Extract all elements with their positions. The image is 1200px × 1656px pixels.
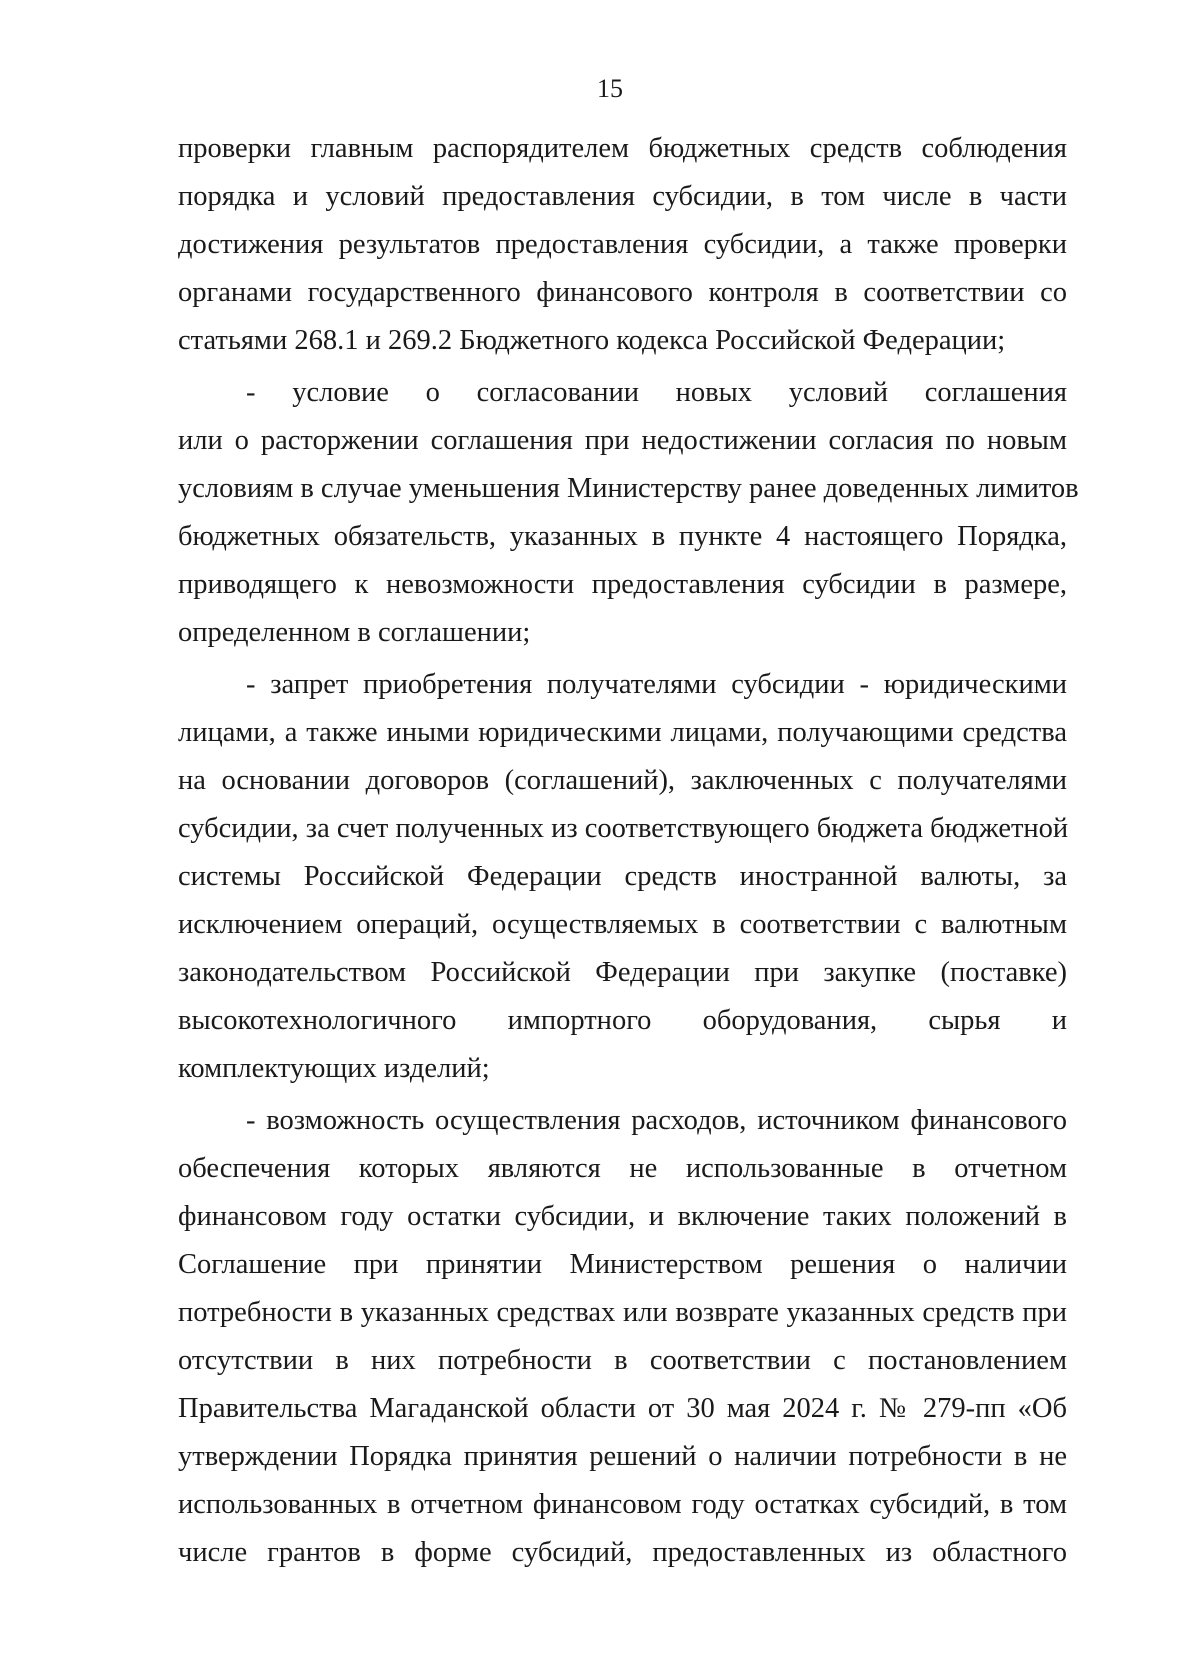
text-line: условиям в случае уменьшения Министерству ранее доведенных лимитов [178, 473, 1079, 504]
text-line: лицами, а также иными юридическими лицами, получающими средства [178, 717, 1067, 748]
list-item-line: - запрет приобретения получателями субсидии - юридическими [246, 669, 1067, 700]
text-line: финансовом году остатки субсидии, и включение таких положений в [178, 1201, 1067, 1232]
page-number: 15 [597, 74, 623, 103]
text-line: достижения результатов предоставления субсидии, а также проверки [178, 229, 1067, 260]
text-line: утверждении Порядка принятия решений о наличии потребности в не [178, 1441, 1067, 1472]
text-line: высокотехнологичного импортного оборудования, сырья и [178, 1005, 1067, 1036]
text-line: обеспечения которых являются не использованные в отчетном [178, 1153, 1067, 1184]
text-line: законодательством Российской Федерации при закупке (поставке) [178, 957, 1067, 988]
text-line: или о расторжении соглашения при недостижении согласия по новым [178, 425, 1067, 456]
text-line: органами государственного финансового контроля в соответствии со [178, 277, 1067, 308]
text-line: Соглашение при принятии Министерством решения о наличии [178, 1249, 1067, 1280]
text-line: комплектующих изделий; [178, 1053, 490, 1084]
text-line: бюджетных обязательств, указанных в пункте 4 настоящего Порядка, [178, 521, 1067, 552]
document-body [178, 125, 1079, 1577]
text-line: субсидии, за счет полученных из соответствующего бюджета бюджетной [178, 813, 1069, 844]
text-line: статьями 268.1 и 269.2 Бюджетного кодекса Российской Федерации; [178, 325, 1006, 356]
list-item-line: - возможность осуществления расходов, источником финансового [246, 1105, 1067, 1136]
text-line: Правительства Магаданской области от 30 мая 2024 г. № 279-пп «Об [178, 1393, 1067, 1424]
text-line: использованных в отчетном финансовом году остатках субсидий, в том [178, 1489, 1067, 1520]
text-line: числе грантов в форме субсидий, предоставленных из областного [178, 1537, 1067, 1568]
text-line: исключением операций, осуществляемых в соответствии с валютным [178, 909, 1067, 940]
text-line: приводящего к невозможности предоставления субсидии в размере, [178, 569, 1067, 600]
list-item-line: - условие о согласовании новых условий соглашения [246, 377, 1067, 408]
text-line: на основании договоров (соглашений), заключенных с получателями [178, 765, 1067, 796]
text-line: порядка и условий предоставления субсидии, в том числе в части [178, 181, 1067, 212]
text-line: потребности в указанных средствах или возврате указанных средств при [178, 1297, 1067, 1328]
text-line: отсутствии в них потребности в соответствии с постановлением [178, 1345, 1067, 1376]
text-line: системы Российской Федерации средств иностранной валюты, за [178, 861, 1067, 892]
text-line: определенном в соглашении; [178, 617, 531, 648]
text-line: проверки главным распорядителем бюджетных средств соблюдения [178, 133, 1067, 164]
